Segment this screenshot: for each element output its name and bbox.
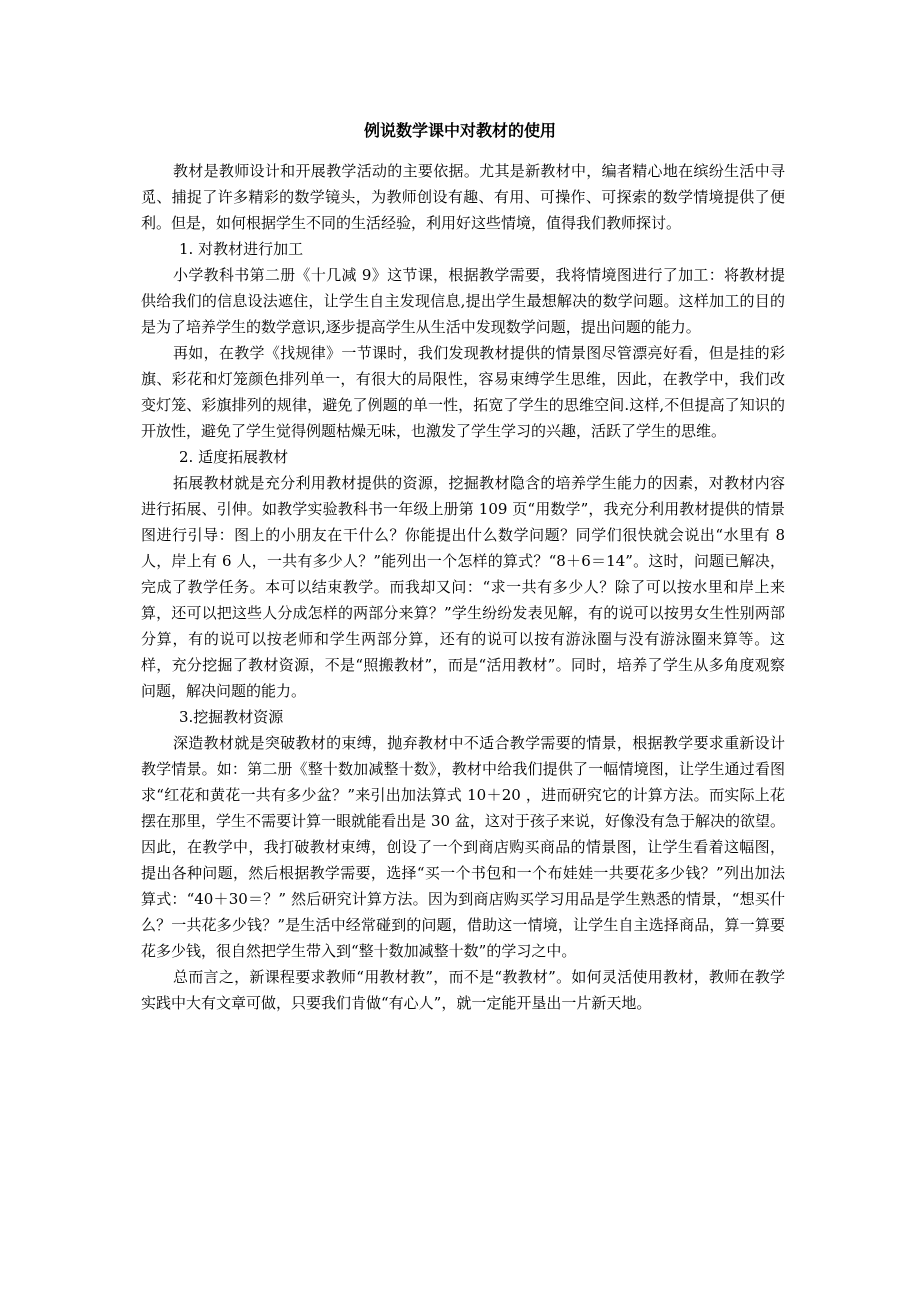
paragraph-intro: 教材是教师设计和开展教学活动的主要依据。尤其是新教材中，编者精心地在缤纷生活中寻觅、捕捉了许多精彩的数学镜头，为教师创设有趣、有用、可操作、可探索的数学情境提供了便利。但是，如何根据学生不同的生活经验，利用好这些情境，值得我们教师探讨。 [141,162,785,232]
paragraph-section-3: 深造教材就是突破教材的束缚，抛弃教材中不适合教学需要的情景，根据教学要求重新设计教学情景。如：第二册《整十数加减整十数》，教材中给我们提供了一幅情境图，让学生通过看图求“红花和黄花一共有多少盆？”来引出加法算式 10＋20 ，进而研究它的计算方法。而实际上花摆在那里，学生不需要计算一眼就能看出是 30 盆，这对于孩子来说，好像没有急于解决的欲望。因此，在教学中，我打破教材束缚，创设了一个到商店购买商品的情景图，让学生看着这幅图，提出各种问题，然后根据教学需要，选择“买一个书包和一个布娃娃一共要花多少钱？”列出加法算式：“40＋30＝？” 然后研究计算方法。因为到商店购买学习用品是学生熟悉的情景，“想买什么？一共花多少钱？”是生活中经常碰到的问题，借助这一情境，让学生自主选择商品，算一算要花多少钱，很自然把学生带入到“整十数加减整十数”的学习之中。 [141,734,785,960]
section-heading-2: 2. 适度拓展教材 [179,448,289,466]
document-body [141,158,785,1016]
paragraph-section-1a: 小学教科书第二册《十几减 9》这节课，根据教学需要，我将情境图进行了加工：将教材提供给我们的信息设法遮住，让学生自主发现信息,提出学生最想解决的数学问题。这样加工的目的是为了培养学生的数学意识,逐步提高学生从生活中发现数学问题，提出问题的能力。 [141,266,785,336]
document-title: 例说数学课中对教材的使用 [363,121,556,140]
paragraph-section-1b: 再如，在教学《找规律》一节课时，我们发现教材提供的情景图尽管漂亮好看，但是挂的彩旗、彩花和灯笼颜色排列单一，有很大的局限性，容易束缚学生思维，因此，在教学中，我们改变灯笼、彩旗排列的规律，避免了例题的单一性，拓宽了学生的思维空间.这样,不但提高了知识的开放性，避免了学生觉得例题枯燥无味，也激发了学生学习的兴趣，活跃了学生的思维。 [141,344,785,440]
section-heading-3: 3.挖掘教材资源 [179,708,284,726]
paragraph-conclusion: 总而言之，新课程要求教师“用教材教”，而不是“教教材”。如何灵活使用教材，教师在教学实践中大有文章可做，只要我们肯做“有心人”，就一定能开垦出一片新天地。 [141,968,785,1012]
paragraph-section-2: 拓展教材就是充分利用教材提供的资源，挖掘教材隐含的培养学生能力的因素，对教材内容进行拓展、引伸。如教学实验教科书一年级上册第 109 页“用数学”，我充分利用教材提供的情景图进行引导：图上的小朋友在干什么？你能提出什么数学问题？同学们很快就会说出“水里有 8 人，岸上有 6 人，一共有多少人？”能列出一个怎样的算式？“8＋6＝14”。这时，问题已解决，完成了教学任务。本可以结束教学。而我却又问：“求一共有多少人？除了可以按水里和岸上来算，还可以把这些人分成怎样的两部分来算？”学生纷纷发表见解，有的说可以按男女生性别两部分算，有的说可以按老师和学生两部分算，还有的说可以按有游泳圈与没有游泳圈来算等。这样，充分挖掘了教材资源，不是“照搬教材”，而是“活用教材”。同时，培养了学生从多角度观察问题，解决问题的能力。 [141,474,785,700]
section-heading-1: 1. 对教材进行加工 [179,240,304,258]
